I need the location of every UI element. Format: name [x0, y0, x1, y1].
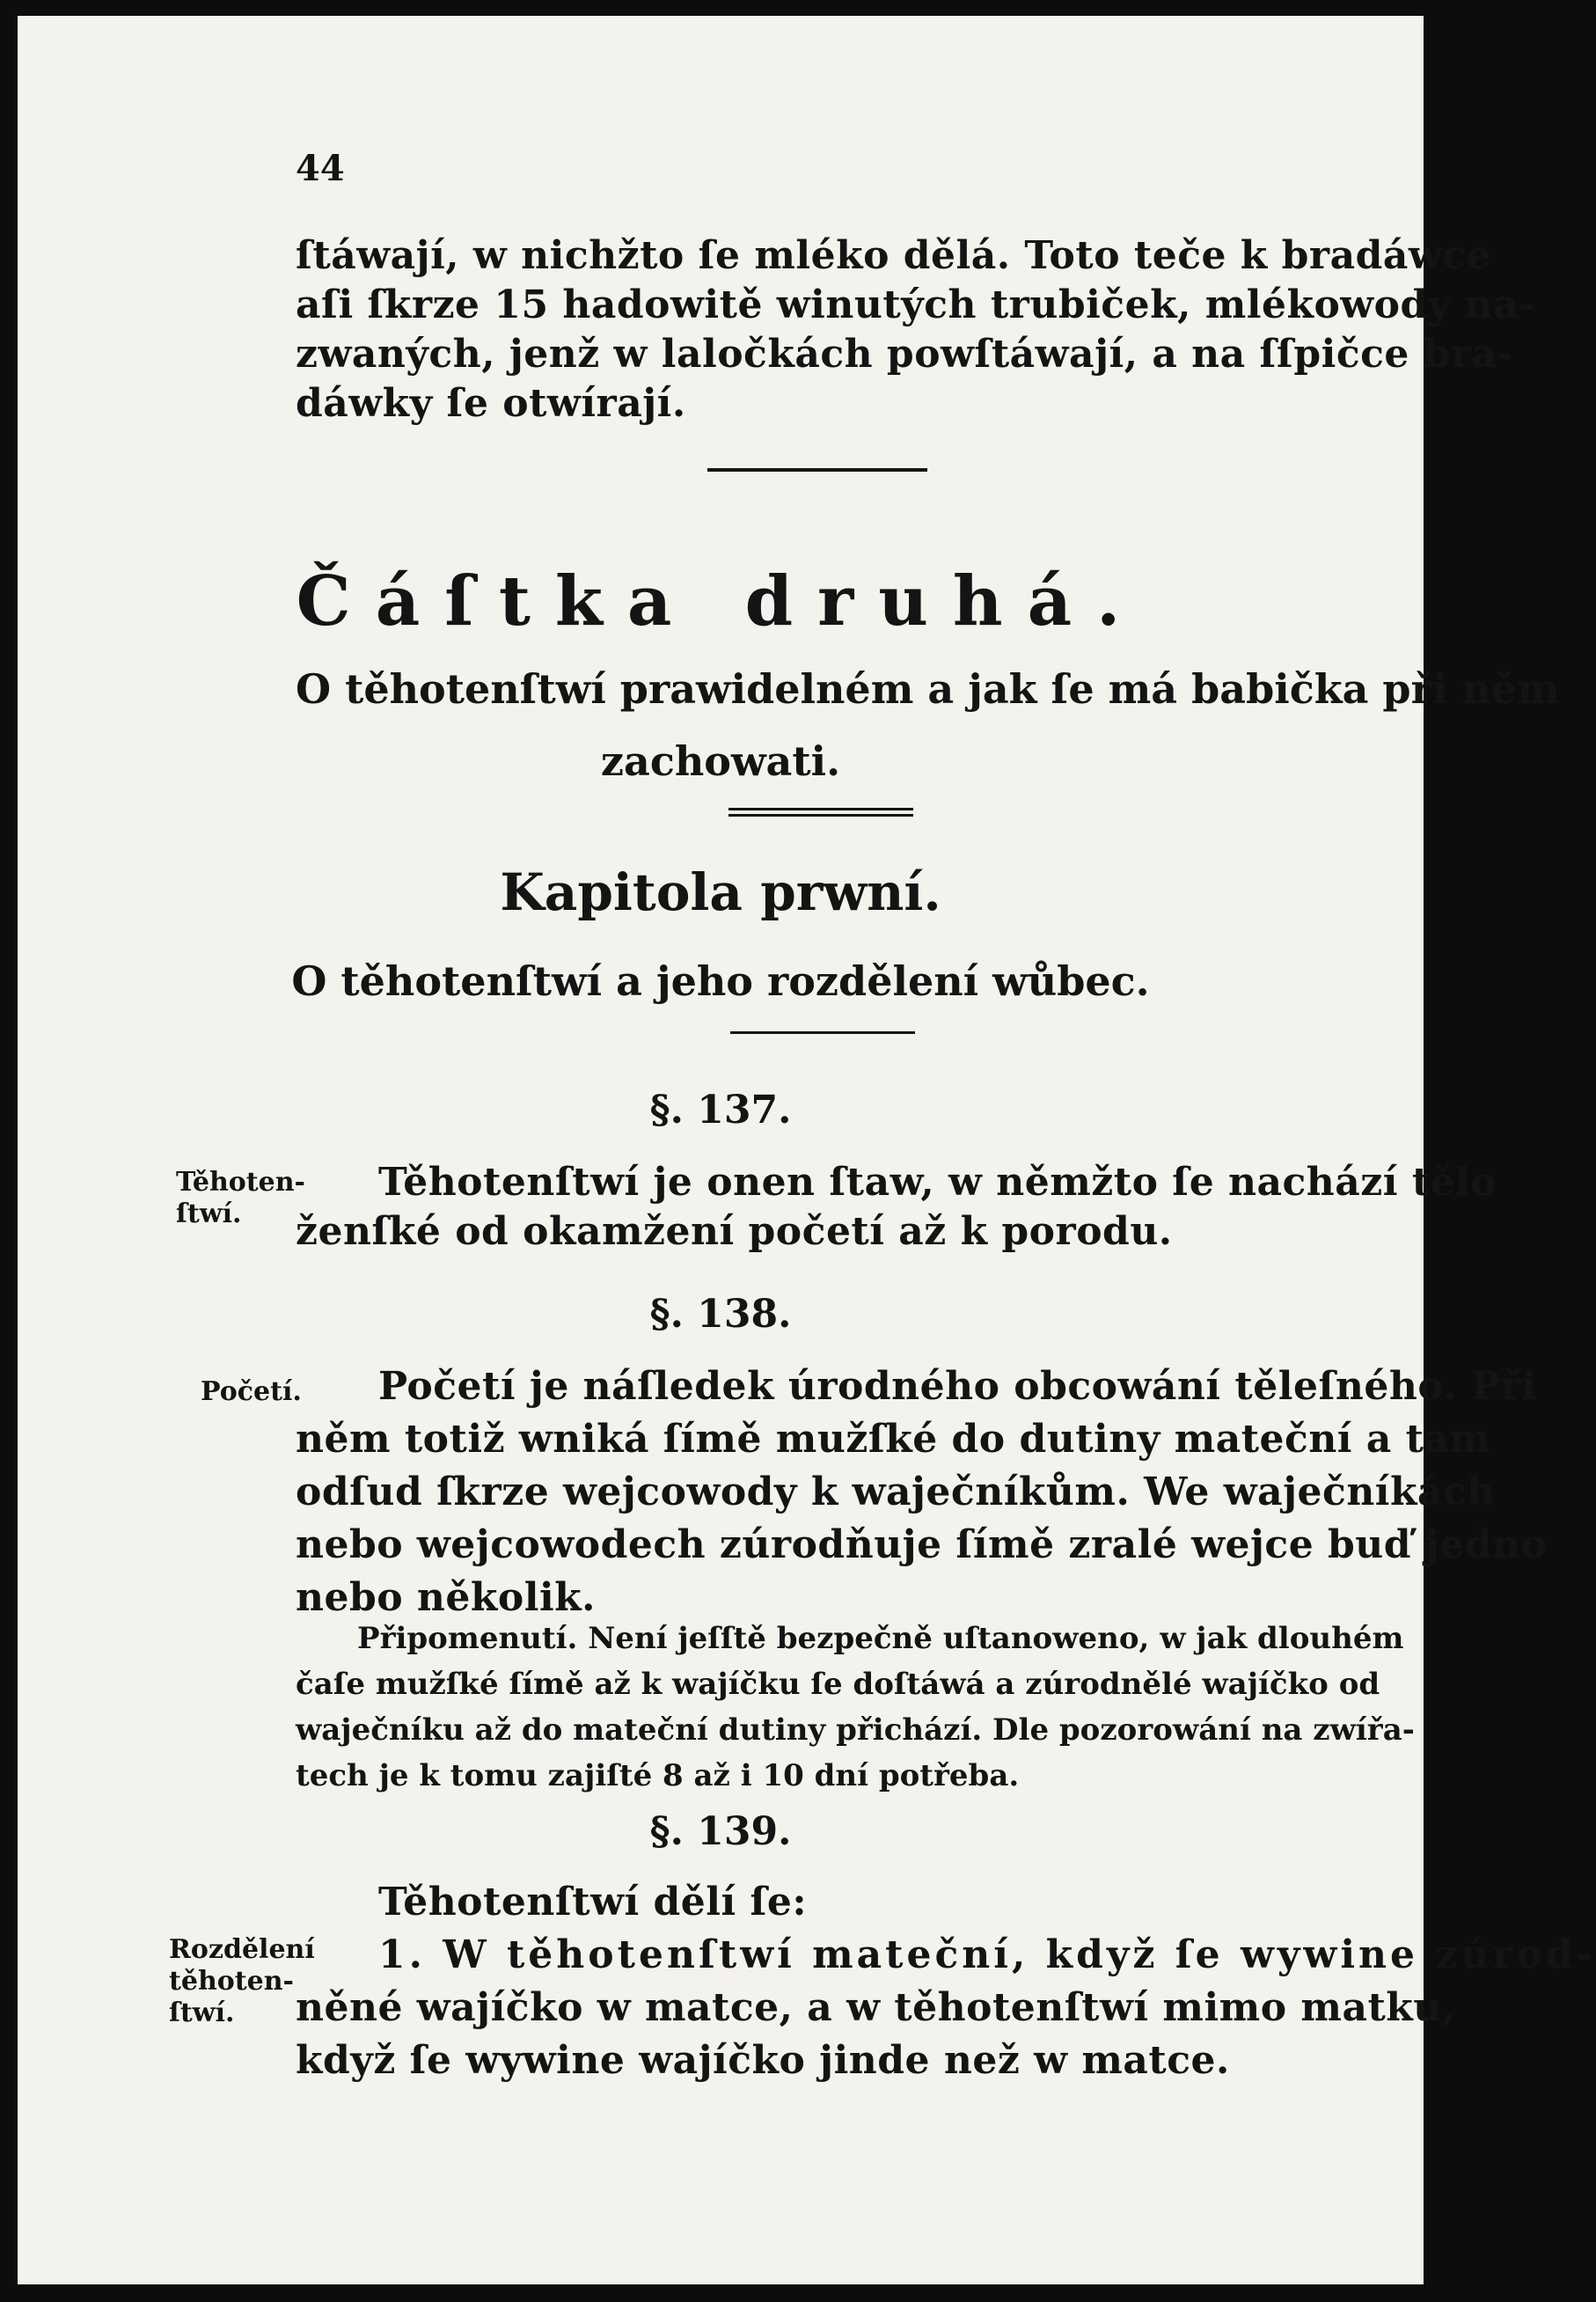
margin-note-line: Rozdělení [169, 1934, 315, 1965]
part-subtitle-continued: zachowati. [600, 737, 841, 785]
text-line: Těhotenſtwí dělí ſe: [378, 1880, 808, 1924]
text-line: nebo wejcowodech zúrodňuje ſímě zralé wejce buď jedno [296, 1522, 1548, 1567]
margin-note-line: Početí. [201, 1376, 302, 1407]
chapter-title: Kapitola prwní. [500, 862, 941, 922]
text-line: dáwky ſe otwírají. [296, 381, 686, 426]
text-line: něné wajíčko w matce, a w těhotenſtwí mimo matku, [296, 1985, 1456, 2030]
part-title: Čáſtka druhá. [296, 561, 1146, 641]
text-line: ženſké od okamžení početí až k porodu. [296, 1209, 1173, 1254]
margin-note [169, 1934, 315, 2029]
text-line: něm totiž wniká ſímě mužſké do dutiny mateční a tam [296, 1417, 1491, 1462]
text-line: nebo několik. [296, 1575, 596, 1620]
margin-note-line: ſtwí. [176, 1199, 242, 1229]
book-page [18, 16, 1596, 2284]
page-number: 44 [296, 148, 345, 189]
paragraph-137-continued [296, 1207, 1351, 1257]
note-line: waječníku až do mateční dutiny přichází. Dle pozorowání na zwířa- [296, 1712, 1415, 1748]
margin-note-line: těhoten- [169, 1966, 294, 1997]
text-line: zwaných, jenž w laločkách powſtáwají, a na ſſpičce bra- [296, 332, 1514, 377]
double-divider [728, 808, 913, 817]
chapter-subtitle: O těhotenſtwí a jeho rozdělení wůbec. [291, 957, 1150, 1005]
section-number: §. 137. [649, 1088, 792, 1133]
note-line: Připomenutí. Není jeſſtě bezpečně uſtanoweno, w jak dlouhém [357, 1621, 1404, 1656]
section-number: §. 138. [649, 1292, 792, 1337]
paragraph-138 [378, 1362, 1537, 1411]
paragraph-138-continued [296, 1415, 1548, 1626]
divider [730, 1031, 915, 1034]
paragraph-139 [378, 1931, 1596, 1983]
paragraph-139-intro [378, 1878, 1351, 1927]
paragraph-137 [378, 1158, 1497, 1207]
text-line: aſi ſkrze 15 hadowitě winutých trubiček, mlékowody na- [296, 282, 1535, 327]
text-line: odſud ſkrze wejcowody k waječníkům. We waječníkách [296, 1470, 1496, 1514]
note-paragraph [357, 1616, 1404, 1661]
text-line: 1. W těhotenſtwí mateční, když ſe wywine zúrod- [378, 1932, 1596, 1977]
section-number: §. 139. [649, 1809, 792, 1854]
note-line: čaſe mužſké ſímě až k wajíčku ſe doſtáwá a zúrodnělé wajíčko od [296, 1667, 1380, 1702]
text-line: Těhotenſtwí je onen ſtaw, w němžto ſe nachází tělo [378, 1160, 1497, 1205]
margin-note-line: ſtwí. [169, 1998, 235, 2028]
margin-note-line: Těhoten- [176, 1167, 305, 1198]
text-line: Početí je náſledek úrodného obcowání těleſného. Při [378, 1364, 1537, 1409]
margin-note [176, 1167, 305, 1230]
paragraph-139-continued [296, 1983, 1456, 2089]
text-line: když ſe wywine wajíčko jinde než w matce. [296, 2038, 1230, 2083]
divider [707, 468, 927, 472]
intro-paragraph [296, 231, 1535, 429]
part-subtitle: O těhotenſtwí prawidelném a jak ſe má babička při něm [296, 665, 1560, 713]
margin-note [201, 1376, 302, 1408]
text-line: ſtáwají, w nichžto ſe mléko dělá. Toto teče k bradáwce [296, 233, 1492, 278]
note-paragraph-continued [296, 1661, 1415, 1799]
note-line: tech je k tomu zajiſté 8 až i 10 dní potřeba. [296, 1758, 1020, 1793]
